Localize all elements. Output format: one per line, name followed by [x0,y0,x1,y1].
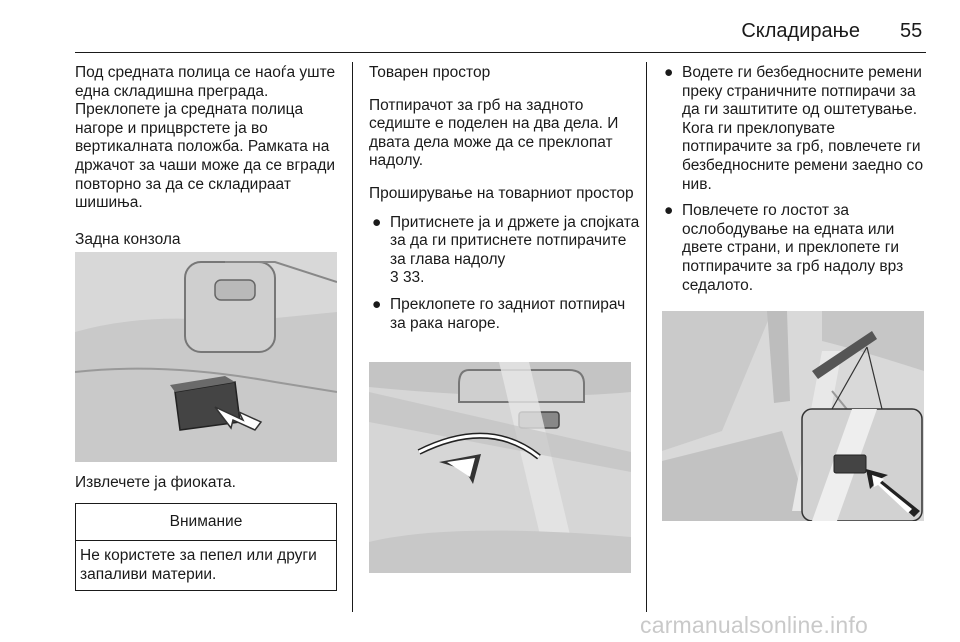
list-item-text: Повлечете го лостот за ослободување на едната или двете страни, и преклопете ги потпирачите за грб надолу врз седалото. [682,202,904,294]
header-title: Складирање [741,20,860,42]
right-column [661,64,929,295]
column-divider-left [352,62,353,612]
middle-paragraph: Потпирачот за грб на задното седиште е поделен на два дела. И двата дела може да се преклопат надолу. [369,96,619,170]
list-item-text: Преклопете го задниот потпирач за рака нагоре. [390,295,626,332]
right-bullet-list [661,64,929,295]
headrest-illustration [369,362,631,573]
left-paragraph: Под средната полица се наоѓа уште една складишна преграда. Преклопете ја средната полица нагоре и прицврстете ја во вертикалната положба. Рамката на држачот за чаши може да се вгради повторно за да се складираат шишиња. [75,64,336,212]
left-column [75,64,343,249]
arrow-reference-icon: 3 [390,269,399,287]
list-item [369,296,641,333]
drawer-caption: Извлечете ја фиоката. [75,474,236,491]
column-divider-right [646,62,647,612]
notice-heading: Внимание [76,504,336,541]
load-compartment-heading: Товарен простор [369,64,491,81]
bullet-icon: ● [372,295,382,313]
list-item [369,214,641,288]
notice-box [75,503,337,591]
rear-console-illustration [75,252,337,462]
list-item [661,202,929,295]
bullet-icon: ● [372,213,382,231]
list-item-text: Водете ги безбедносните ремени преку страничните потпирачи за да ги заштитите од оштетување. Кога ги преклопувате потпирачите за грб, повлечете ги безбедносните ремени заедно со нив. [682,64,924,193]
page-reference[interactable]: 33. [402,269,425,287]
watermark: carmanualsonline.info [640,612,868,638]
header-rule [75,52,926,53]
list-item-text: Притиснете ја и држете ја спојката за да ги притиснете потпирачите за глава надолу [390,213,640,268]
middle-column [369,64,641,333]
list-item [661,64,929,194]
page-number: 55 [900,20,923,42]
bullet-icon: ● [664,202,674,220]
bullet-icon: ● [664,64,674,81]
extension-subheading: Проширување на товарниот простор [369,184,634,202]
seat-release-illustration [662,311,924,521]
rear-console-subheading: Задна конзола [75,230,181,248]
notice-text: Не користете за пепел или други запаливи материи. [80,547,317,583]
middle-bullet-list [369,214,641,334]
